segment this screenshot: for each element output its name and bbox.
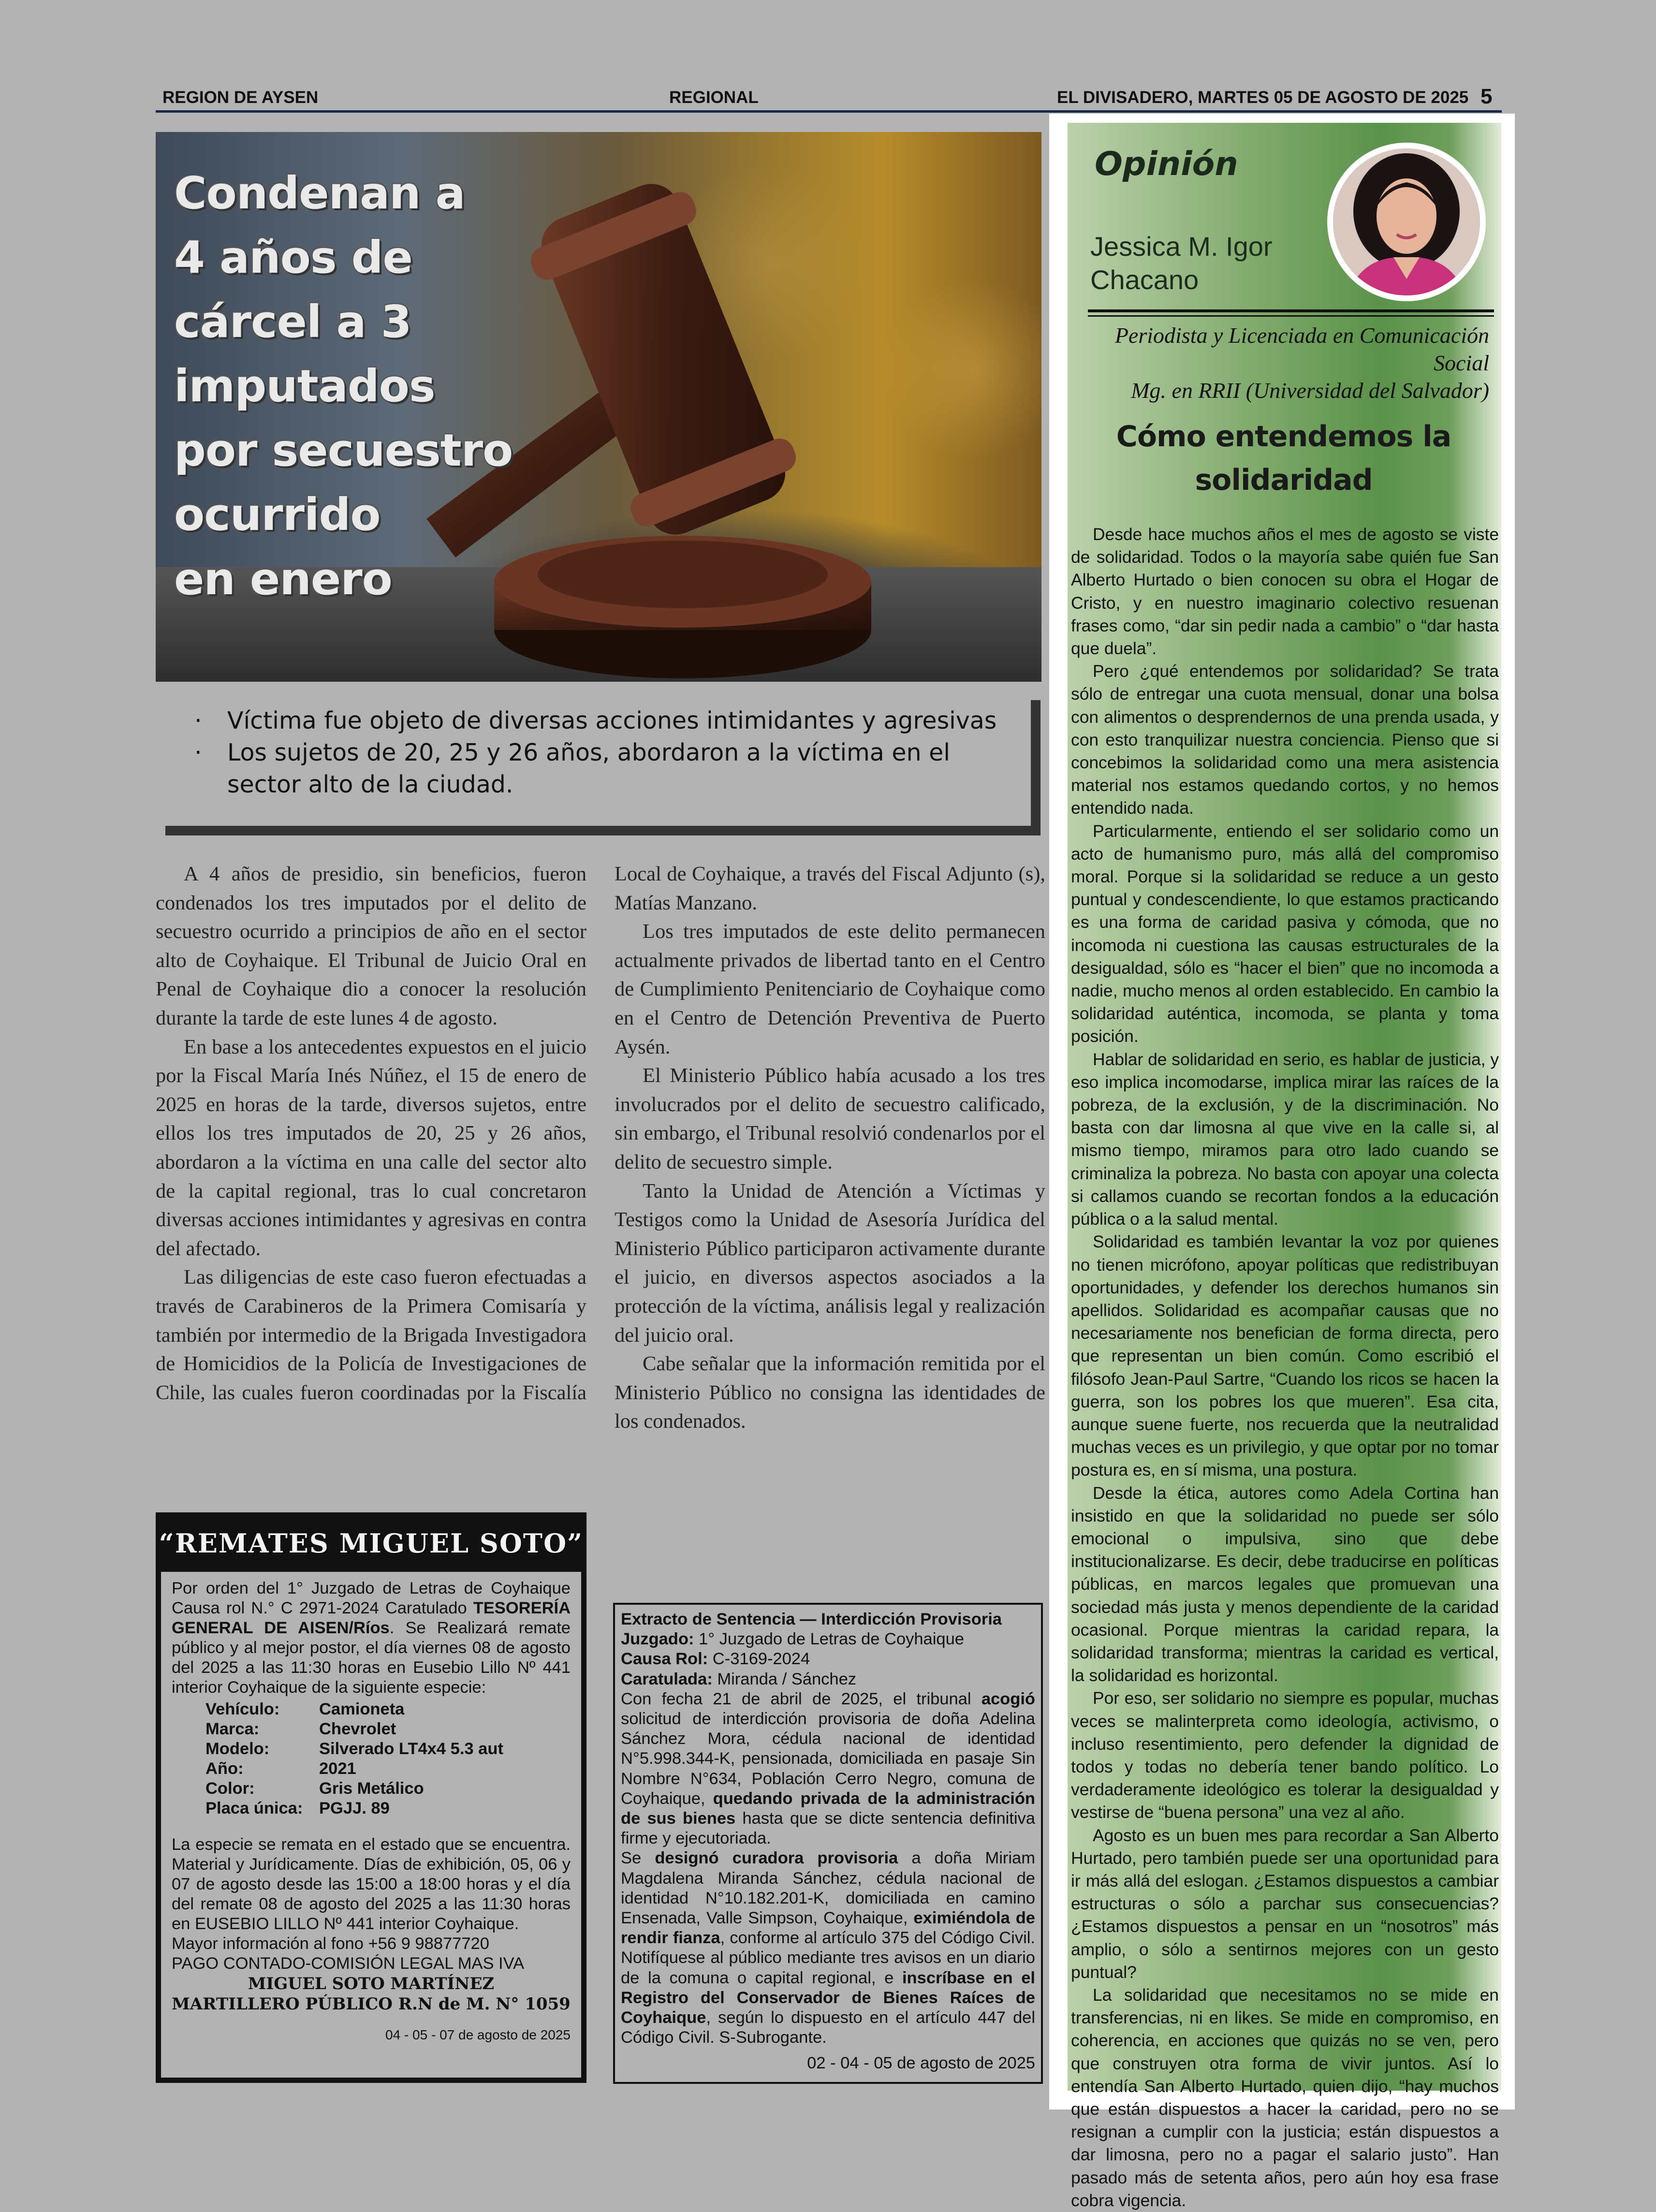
headline: [174, 161, 609, 611]
text: solicitud de interdicción provisoria de doña Adelina Sánchez Mora, cédula nacional de identidad N°5.998.344-K, pensionada, domiciliada en pasaje Sin Nombre N°634, Población Cerro Negro, comuna de Coyhaique,: [621, 1710, 1035, 1808]
opinion-rule: [1088, 315, 1494, 317]
spec-key: Vehículo:: [205, 1700, 280, 1718]
spec-row: [205, 1779, 571, 1799]
opinion-paragraph: Desde hace muchos años el mes de agosto se viste de solidaridad. Todos o la mayoría sabe quién fue San Alberto Hurtado o bien conocen su obra el Hogar de Cristo, y en nuestro imaginario colectivo resuenan frases como, “dar sin pedir nada a cambio” o “dar hasta que duela”.: [1071, 525, 1499, 659]
spec-row: [205, 1719, 571, 1739]
opinion-title: [1071, 415, 1496, 502]
extracto-notice: [613, 1603, 1043, 2084]
signature-name: MIGUEL SOTO MARTÍNEZ: [248, 1974, 495, 1993]
section-left-label: REGION DE AYSEN: [162, 88, 319, 107]
opinion-paragraph: La solidaridad que necesitamos no se mide en transferencias, ni en likes. Se mide en compromiso, en coherencia, en acciones que quizás no se ven, pero que construyen otra forma de vivir juntos. Así lo entendía San Alberto Hurtado, quien dijo, “hay muchos que están dispuestos a hacer la caridad, pero no se resignan a cumplir con la justicia; están dispuestos a dar limosna, pero no a pagar el salario justo”. Han pasado más de setenta años, pero aún hoy esa frase cobra vigencia.: [1071, 1985, 1499, 2210]
opinion-body: [1071, 523, 1499, 2212]
spec-value: Camioneta: [319, 1700, 405, 1718]
remate-ad: [156, 1512, 586, 2083]
author-name-line: Jessica M. Igor: [1090, 231, 1273, 262]
signature-title: MARTILLERO PÚBLICO R.N de M. N° 1059: [172, 1994, 571, 2014]
credential-line: Mg. en RRII (Universidad del Salvador): [1131, 378, 1489, 403]
bullet-item: · Víctima fue objeto de diversas acciones intimidantes y agresivas: [194, 705, 1031, 737]
spec-row: [205, 1739, 571, 1759]
text-bold: inscríbase en el Registro del Conservador de Bienes Raíces de Coyhaique: [621, 1968, 1035, 2027]
title-line: solidaridad: [1195, 463, 1373, 497]
remate-body: [161, 1572, 581, 2078]
article-paragraph: Las diligencias de este caso fueron efectuadas a través de Carabineros de la Primera Comisaría y también por intermedio de la Brigada Investigadora de Homicidios de la Policía de Investigaciones de Chile, las cuales fueron coordinadas por la Fiscalía Local de Coyhaique, a través del Fiscal Adjunto (s), Matías Manzano.: [156, 863, 1045, 1404]
text-bold: acogió: [981, 1689, 1035, 1708]
field-label: Caratulada:: [621, 1670, 713, 1688]
section-center-label: REGIONAL: [669, 88, 759, 107]
remate-title: “REMATES MIGUEL SOTO”: [159, 1528, 584, 1559]
remate-dates: 04 - 05 - 07 de agosto de 2025: [385, 2027, 571, 2042]
headline-line: imputados: [174, 360, 435, 412]
opinion-paragraph: Desde la ética, autores como Adela Cortina han insistido en que la solidaridad no puede ser sólo emocional o impulsiva, sino que debe institucionalizarse. Es decir, debe traducirse en políticas públicas, en marcos legales que promuevan una sociedad más justa y menos dependiente de la caridad ocasional. Porque mientras la caridad repara, la solidaridad transforma; mientras la caridad es vertical, la solidaridad es horizontal.: [1071, 1483, 1499, 1685]
text: Se: [621, 1849, 655, 1868]
headline-line: cárcel a 3: [174, 296, 411, 348]
opinion-paragraph: Particularmente, entiendo el ser solidario como un acto de humanismo puro, más allá del compromiso moral. Porque si la solidaridad se reduce a un gesto puntual y condescendiente, lo que estamos practicando es una forma de caridad pasiva y cómoda, que no incomoda ni cuestiona las causas estructurales de la desigualdad, sólo es “hacer el bien” que no incomoda a nadie, mucho menos al orden establecido. En cambio la solidaridad auténtica, incomoda, se planta y toma posición.: [1071, 821, 1499, 1046]
spec-value: Chevrolet: [319, 1720, 396, 1738]
field-value: 1° Juzgado de Letras de Coyhaique: [694, 1630, 964, 1649]
article-paragraph: A 4 años de presidio, sin beneficios, fueron condenados los tres imputados por el delito de secuestro ocurrido a principios de año en el sector alto de Coyhaique. El Tribunal de Juicio Oral en Penal de Coyhaique dio a conocer la resolución durante la tarde de este lunes 4 de agosto.: [156, 863, 586, 1029]
article-paragraph: El Ministerio Público había acusado a los tres involucrados por el delito de secuestro calificado, sin embargo, el Tribunal resolvió condenarlos por el delito de secuestro simple.: [615, 1064, 1045, 1173]
text: , según lo dispuesto en el artículo 447 del Código Civil. S-Subrogante.: [621, 2008, 1035, 2047]
spec-value: Gris Metálico: [319, 1779, 424, 1798]
opinion-paragraph: Agosto es un buen mes para recordar a San Alberto Hurtado, pero también puede ser una oportunidad para ir más allá del eslogan. ¿Estamos dispuestos a cambiar estructuras o sólo a parchar sus consecuencias? ¿Estamos dispuestos a pensar en un “nosotros” más amplio, o sólo a sentirnos mejores con un gesto puntual?: [1071, 1825, 1499, 1982]
remate-phone: Mayor información al fono +56 9 98877720: [172, 1934, 489, 1953]
text: , conforme al artículo 375 del Código Civil. Notifíquese al público mediante tres avisos en un diario de la comuna o capital regional, e: [621, 1929, 1035, 1987]
headline-line: por secuestro: [174, 425, 513, 476]
headline-line: en enero: [174, 553, 392, 605]
author-name-line: Chacano: [1090, 264, 1199, 295]
hero-gavel-image: [156, 132, 1041, 682]
article-paragraph: Los tres imputados de este delito permanecen actualmente privados de libertad tanto en el Centro de Cumplimiento Penitenciario de Coyhaique como en el Centro de Detención Preventiva de Puerto Aysén.: [615, 920, 1045, 1058]
title-line: Cómo entendemos la: [1116, 420, 1451, 454]
avatar-photo: [1333, 148, 1480, 295]
headline-line: Condenan a: [174, 167, 465, 219]
field-value: C-3169-2024: [708, 1650, 810, 1669]
extracto-title: Extracto de Sentencia — Interdicción Provisoria: [621, 1610, 1002, 1628]
spec-key: Marca:: [205, 1720, 260, 1738]
remate-intro: [172, 1579, 571, 1698]
text: Con fecha 21 de abril de 2025, el tribunal: [621, 1689, 982, 1708]
remate-intro-text: . Se Realizará remate público y al mejor postor, el día viernes 08 de agosto del 2025 a las 11:30 horas en Eusebio Lillo Nº 441 interior Coyhaique de la siguiente especie:: [172, 1619, 571, 1697]
page-number: 5: [1480, 85, 1493, 108]
remate-intro-text: Por orden del 1° Juzgado de Letras de Coyhaique Causa rol N.° C 2971-2024 Caratulado: [172, 1579, 571, 1617]
spec-value: PGJJ. 89: [319, 1799, 390, 1817]
opinion-rule: [1088, 309, 1494, 312]
opinion-paragraph: Por eso, ser solidario no siempre es popular, muchas veces se malinterpreta como ideología, activismo, o incluso resentimiento, pero defender la dignidad de todos y todas no debería tener bando político. Lo verdaderamente ideológico es tolerar la desigualdad y vestirse de “buena persona” una vez al año.: [1071, 1688, 1499, 1822]
spec-key: Placa única:: [205, 1799, 303, 1817]
opinion-paragraph: Hablar de solidaridad en serio, es hablar de justicia, y eso implica incomodarse, implica mirar las raíces de la pobreza, de la exclusión, y de la discriminación. No basta con dar limosna al que vive en la calle si, al mismo tiempo, miramos para otro lado cuando se criminaliza la pobreza. No basta con apoyar una colecta si callamos cuando se recortan fondos a la educación pública o a la salud mental.: [1071, 1049, 1499, 1229]
remate-conditions: La especie se remata en el estado que se encuentra. Material y Jurídicamente. Días de exhibición, 05, 06 y 07 de agosto desde las 15:00 a 18:00 horas y el día del remate 08 de agosto del 2025 a las 11:30 horas en EUSEBIO LILLO Nº 441 interior Coyhaique.: [172, 1835, 571, 1933]
text: hasta que se dicte sentencia definitiva firme y ejecutoriada.: [621, 1809, 1035, 1848]
text-bold: designó curadora provisoria: [655, 1849, 898, 1868]
headline-line: 4 años de: [174, 232, 412, 283]
field-label: Juzgado:: [621, 1630, 694, 1649]
text: a doña Miriam Magdalena Miranda Sánchez, cédula nacional de identidad N°10.182.201-K, domiciliada en camino Ensenada, Valle Simpson, Coyhaique,: [621, 1849, 1035, 1928]
remate-payment: PAGO CONTADO-COMISIÓN LEGAL MAS IVA: [172, 1954, 525, 1973]
spec-row: [205, 1699, 571, 1719]
spec-value: 2021: [319, 1759, 356, 1778]
article-paragraph: Cabe señalar que la información remitida por el Ministerio Público no consigna las identidades de los condenados.: [615, 1352, 1045, 1433]
opinion-paragraph: Pero ¿qué entendemos por solidaridad? Se trata sólo de entregar una cuota mensual, donar una bolsa con alimentos o desprendernos de una prenda usada, y con esto tranquilizar nuestra conciencia. Pienso que si concebimos la solidaridad como una mera asistencia material nos estamos quedando cortos, y no hemos entendido nada.: [1071, 661, 1499, 818]
spec-key: Modelo:: [205, 1740, 270, 1758]
remate-case-name: TESORERÍA GENERAL DE AISEN/Ríos: [172, 1599, 571, 1637]
extracto-dates: 02 - 04 - 05 de agosto de 2025: [807, 2054, 1035, 2073]
text-bold: eximiéndola de rendir fianza: [621, 1909, 1035, 1948]
spec-value: Silverado LT4x4 5.3 aut: [319, 1740, 503, 1758]
extracto-paragraph: [621, 1689, 1035, 1849]
field-value: Miranda / Sánchez: [712, 1670, 857, 1688]
header-rule: [156, 110, 1502, 113]
vehicle-specs: [205, 1699, 571, 1818]
portrait-icon: [1333, 148, 1480, 295]
headline-line: ocurrido: [174, 489, 381, 541]
opinion-author: [1090, 230, 1293, 296]
article-paragraph: Tanto la Unidad de Atención a Víctimas y Testigos como la Unidad de Asesoría Jurídica del Ministerio Público participaron activamente durante el juicio, en diversos aspectos asociados a la protección de la víctima, análisis legal y realización del juicio oral.: [615, 1179, 1045, 1347]
spec-key: Color:: [205, 1779, 255, 1798]
author-avatar: [1327, 143, 1486, 301]
bullet-item: · Los sujetos de 20, 25 y 26 años, abordaron a la víctima en el sector alto de la ciudad.: [194, 737, 1031, 801]
text-bold: quedando privada de la administración de sus bienes: [621, 1789, 1035, 1828]
issue-date: EL DIVISADERO, MARTES 05 DE AGOSTO DE 2025: [1057, 88, 1469, 107]
author-credentials: [1073, 322, 1489, 404]
spec-key: Año:: [205, 1759, 244, 1778]
spec-row: [205, 1759, 571, 1779]
credential-line: Periodista y Licenciada en Comunicación Social: [1114, 323, 1489, 375]
opinion-label: Opinión: [1095, 145, 1238, 183]
spec-row: [205, 1799, 571, 1818]
summary-bullets: [156, 690, 1031, 826]
article-paragraph: En base a los antecedentes expuestos en el juicio por la Fiscal María Inés Núñez, el 15 de enero de 2025 en horas de la tarde, diversos sujetos, entre ellos los tres imputados de 20, 25 y 26 años, abordaron a la víctima en una calle del sector alto de la capital regional, tras lo cual concretaron diversas acciones intimidantes y agresivas en contra del afectado.: [156, 1035, 586, 1260]
extracto-paragraph: [621, 1848, 1035, 2048]
opinion-paragraph: Solidaridad es también levantar la voz por quienes no tienen micrófono, apoyar políticas que redistribuyan oportunidades, y defender los derechos humanos sin apellidos. Solidaridad es acompañar causas que no necesariamente nos benefician de forma directa, pero que representan un bien común. Como escribió el filósofo Jean-Paul Sartre, “Cuando los ricos se hacen la guerra, son los pobres los que mueren”. Esa cita, aunque suene fuerte, nos recuerda que la neutralidad muchas veces es un privilegio, y que optar por no tomar postura es, en sí misma, una postura.: [1071, 1232, 1499, 1480]
field-label: Causa Rol:: [621, 1650, 708, 1669]
article-body: [156, 860, 1045, 1508]
